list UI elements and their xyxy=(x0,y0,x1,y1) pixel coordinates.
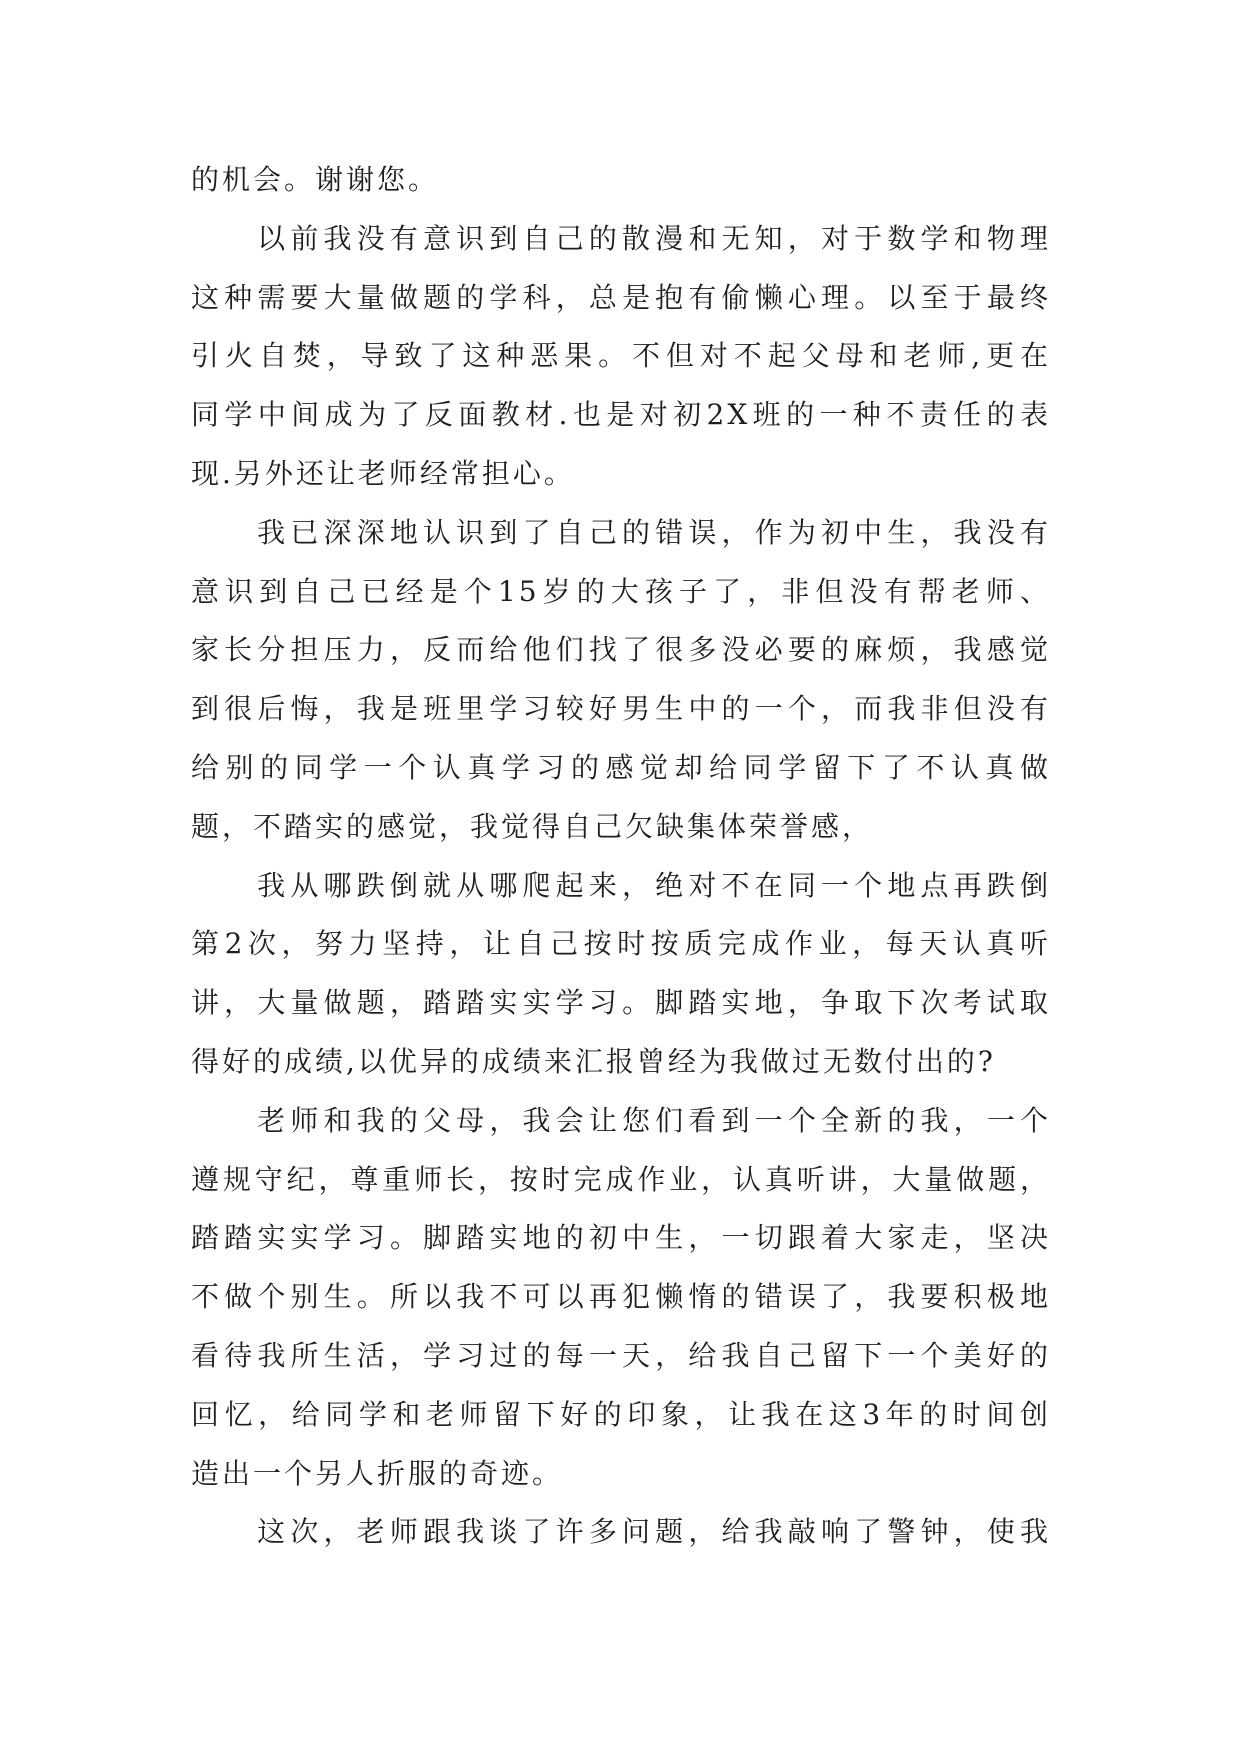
text-line: 给别的同学一个认真学习的感觉却给同学留下了不认真做 xyxy=(191,750,1051,784)
text-line: 我已深深地认识到了自己的错误，作为初中生，我没有 xyxy=(255,515,1051,549)
paragraph xyxy=(191,857,1051,1092)
text-line: 回忆，给同学和老师留下好的印象，让我在这3年的时间创 xyxy=(191,1397,1051,1431)
text-line: 现.另外还让老师经常担心。 xyxy=(191,456,575,490)
paragraph xyxy=(191,210,1051,504)
text-line: 不做个别生。所以我不可以再犯懒惰的错误了，我要积极地 xyxy=(191,1280,1051,1314)
text-line: 题，不踏实的感觉，我觉得自己欠缺集体荣誉感， xyxy=(191,809,874,843)
text-line: 第2次，努力坚持，让自己按时按质完成作业，每天认真听 xyxy=(191,927,1051,961)
text-line: 这种需要大量做题的学科，总是抱有偷懒心理。以至于最终 xyxy=(191,280,1051,314)
text-line: 以前我没有意识到自己的散漫和无知，对于数学和物理 xyxy=(255,221,1051,255)
text-line: 得好的成绩,以优异的成绩来汇报曾经为我做过无数付出的? xyxy=(191,1044,996,1078)
text-line: 同学中间成为了反面教材.也是对初2X班的一种不责任的表 xyxy=(191,398,1051,432)
paragraph xyxy=(191,151,1051,210)
text-line: 踏踏实实学习。脚踏实地的初中生，一切跟着大家走，坚决 xyxy=(191,1221,1051,1255)
text-line: 到很后悔，我是班里学习较好男生中的一个，而我非但没有 xyxy=(191,692,1051,726)
text-line: 遵规守纪，尊重师长，按时完成作业，认真听讲，大量做题， xyxy=(191,1162,1051,1196)
text-line: 意识到自己已经是个15岁的大孩子了，非但没有帮老师、 xyxy=(191,574,1051,608)
letter-body xyxy=(191,151,1051,1562)
paragraph xyxy=(191,1503,1051,1562)
paragraph xyxy=(191,504,1051,857)
paragraph xyxy=(191,1092,1051,1504)
text-line: 讲，大量做题，踏踏实实学习。脚踏实地，争取下次考试取 xyxy=(191,986,1051,1020)
text-line: 这次，老师跟我谈了许多问题，给我敲响了警钟，使我 xyxy=(255,1515,1051,1549)
text-line: 引火自焚，导致了这种恶果。不但对不起父母和老师,更在 xyxy=(191,339,1051,373)
text-line: 老师和我的父母，我会让您们看到一个全新的我，一个 xyxy=(255,1103,1051,1137)
text-line: 看待我所生活，学习过的每一天，给我自己留下一个美好的 xyxy=(191,1338,1051,1372)
text-line: 家长分担压力，反而给他们找了很多没必要的麻烦，我感觉 xyxy=(191,633,1051,667)
text-line: 造出一个另人折服的奇迹。 xyxy=(191,1456,564,1490)
text-line: 我从哪跌倒就从哪爬起来，绝对不在同一个地点再跌倒 xyxy=(255,868,1051,902)
text-line: 的机会。谢谢您。 xyxy=(191,163,440,196)
